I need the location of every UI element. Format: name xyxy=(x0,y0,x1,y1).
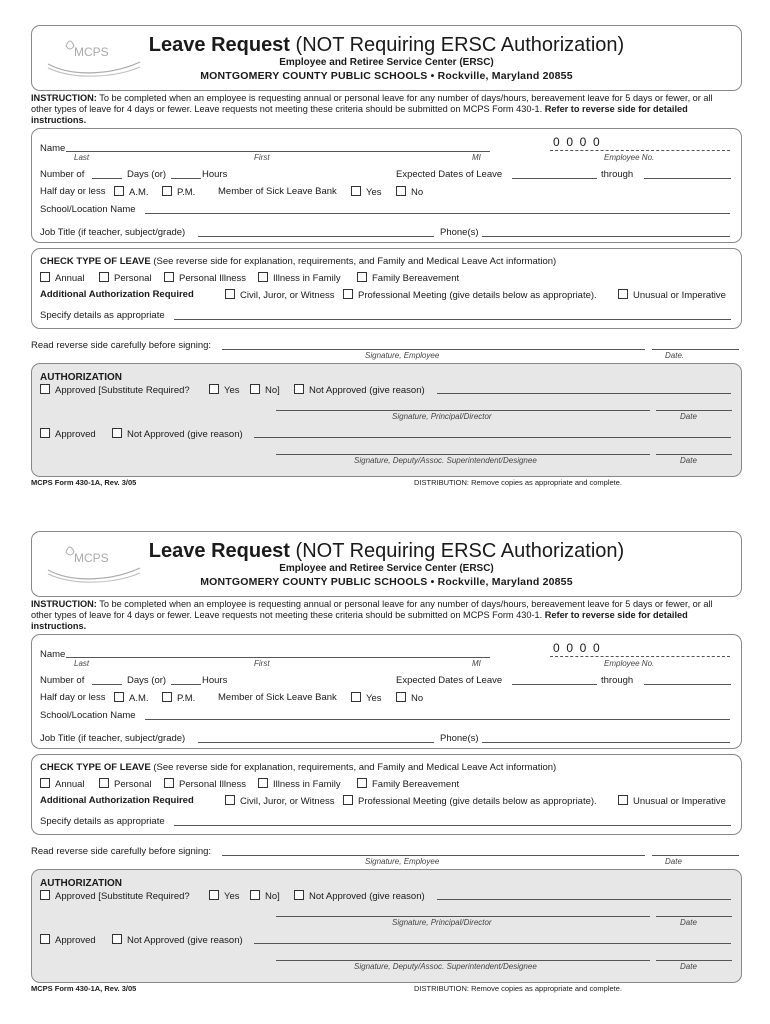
not-approved-checkbox[interactable]: Not Approved (give reason) xyxy=(294,890,425,902)
leave-personal-checkbox[interactable]: Personal xyxy=(99,778,152,790)
substitute-no-checkbox[interactable]: No] xyxy=(250,890,280,902)
employee-no-label: Employee No. xyxy=(604,659,655,668)
leave-bereavement-checkbox[interactable]: Family Bereavement xyxy=(357,272,459,284)
sig-deputy-label: Signature, Deputy/Assoc. Superintendent/Designee xyxy=(354,962,537,971)
approved-substitute-checkbox[interactable]: Approved [Substitute Required? xyxy=(40,384,190,396)
through-label: through xyxy=(601,169,634,180)
sig-principal-label: Signature, Principal/Director xyxy=(392,412,492,421)
deputy-signature-field[interactable] xyxy=(276,960,650,961)
sick-bank-yes-checkbox[interactable]: Yes xyxy=(351,186,382,198)
employee-no-label: Employee No. xyxy=(604,153,655,162)
name-label: Name xyxy=(40,143,66,154)
sig-deputy-label: Signature, Deputy/Assoc. Superintendent/Designee xyxy=(354,456,537,465)
civil-juror-checkbox[interactable]: Civil, Juror, or Witness xyxy=(225,795,335,807)
substitute-no-checkbox[interactable]: No] xyxy=(250,384,280,396)
check-type-heading: CHECK TYPE OF LEAVE (See reverse side for explanation, requirements, and Family and Medical Leave Act information) xyxy=(40,256,557,267)
sig-employee-label: Signature, Employee xyxy=(365,857,440,866)
specify-label: Specify details as appropriate xyxy=(40,310,165,321)
date-label: Date xyxy=(665,857,682,866)
professional-meeting-checkbox[interactable]: Professional Meeting (give details below as appropriate). xyxy=(343,795,597,807)
employee-signature-field[interactable] xyxy=(222,349,645,350)
form-subtitle-ersc: Employee and Retiree Service Center (ERSC) xyxy=(279,57,494,68)
form-subtitle-mcps: MONTGOMERY COUNTY PUBLIC SCHOOLS • Rockville, Maryland 20855 xyxy=(200,576,573,588)
leave-illness-family-checkbox[interactable]: Illness in Family xyxy=(258,272,341,284)
authorization-section xyxy=(31,869,742,983)
name-field[interactable] xyxy=(66,151,490,152)
hours-count-field[interactable] xyxy=(171,178,201,179)
end-date-field[interactable] xyxy=(644,178,731,179)
days-count-field[interactable] xyxy=(92,178,122,179)
days-or-label: Days (or) xyxy=(127,675,167,686)
not-approved-checkbox[interactable]: Not Approved (give reason) xyxy=(294,384,425,396)
specify-label: Specify details as appropriate xyxy=(40,816,165,827)
form-id: MCPS Form 430-1A, Rev. 3/05 xyxy=(31,478,137,487)
start-date-field[interactable] xyxy=(512,684,597,685)
leave-annual-checkbox[interactable]: Annual xyxy=(40,272,85,284)
sick-bank-label: Member of Sick Leave Bank xyxy=(218,692,337,703)
am-checkbox[interactable]: A.M. xyxy=(114,186,149,198)
employee-number-field[interactable] xyxy=(550,150,730,151)
school-label: School/Location Name xyxy=(40,710,136,721)
mi-label: MI xyxy=(472,659,481,668)
deputy-reason-field[interactable] xyxy=(254,437,731,438)
approved-checkbox[interactable]: Approved xyxy=(40,934,96,946)
principal-signature-field[interactable] xyxy=(276,916,650,917)
not-approved-deputy-checkbox[interactable]: Not Approved (give reason) xyxy=(112,934,243,946)
additional-auth-label: Additional Authorization Required xyxy=(40,289,194,300)
authorization-section xyxy=(31,363,742,477)
form-subtitle-ersc: Employee and Retiree Service Center (ERSC) xyxy=(279,563,494,574)
distribution-note: DISTRIBUTION: Remove copies as appropriate and complete. xyxy=(414,984,623,993)
deputy-signature-field[interactable] xyxy=(276,454,650,455)
date-label: Date xyxy=(680,918,697,927)
not-approved-reason-field[interactable] xyxy=(437,899,731,900)
half-day-label: Half day or less xyxy=(40,186,106,197)
specify-field[interactable] xyxy=(174,319,731,320)
leave-request-form-bottom xyxy=(0,506,770,1006)
leave-bereavement-checkbox[interactable]: Family Bereavement xyxy=(357,778,459,790)
sick-bank-label: Member of Sick Leave Bank xyxy=(218,186,337,197)
employee-number-value: 0 0 0 0 xyxy=(553,641,600,655)
instruction-text: INSTRUCTION: To be completed when an employee is requesting annual or personal leave for any number of days/hours, bereavement leave for 5 days or fewer, or all other types of leave for 4 days or fewer. Leave requests not meeting these criteria should be submitted on MCPS Form 430-1. Refer to reverse side for detailed instructions. xyxy=(31,599,713,631)
civil-juror-checkbox[interactable]: Civil, Juror, or Witness xyxy=(225,289,335,301)
employee-signature-field[interactable] xyxy=(222,855,645,856)
check-type-heading: CHECK TYPE OF LEAVE (See reverse side for explanation, requirements, and Family and Medical Leave Act information) xyxy=(40,762,557,773)
phone-field[interactable] xyxy=(482,742,730,743)
hours-count-field[interactable] xyxy=(171,684,201,685)
authorization-heading: AUTHORIZATION xyxy=(40,372,123,383)
expected-dates-label: Expected Dates of Leave xyxy=(396,675,503,686)
not-approved-deputy-checkbox[interactable]: Not Approved (give reason) xyxy=(112,428,243,440)
leave-personal-illness-checkbox[interactable]: Personal Illness xyxy=(164,778,246,790)
mi-label: MI xyxy=(472,153,481,162)
phone-label: Phone(s) xyxy=(440,227,479,238)
job-title-label: Job Title (if teacher, subject/grade) xyxy=(40,227,186,238)
principal-date-field[interactable] xyxy=(656,916,732,917)
employee-info-section xyxy=(31,634,742,749)
leave-illness-family-checkbox[interactable]: Illness in Family xyxy=(258,778,341,790)
approved-substitute-checkbox[interactable]: Approved [Substitute Required? xyxy=(40,890,190,902)
instruction-text: INSTRUCTION: To be completed when an employee is requesting annual or personal leave for any number of days/hours, bereavement leave for 5 days or fewer, or all other types of leave for 4 days or fewer. Leave requests not meeting these criteria should be submitted on MCPS Form 430-1. Refer to reverse side for detailed instructions. xyxy=(31,93,713,125)
am-checkbox[interactable]: A.M. xyxy=(114,692,149,704)
form-title: Leave Request (NOT Requiring ERSC Authorization) xyxy=(148,34,625,56)
professional-meeting-checkbox[interactable]: Professional Meeting (give details below as appropriate). xyxy=(343,289,597,301)
last-label: Last xyxy=(74,153,90,162)
sig-principal-label: Signature, Principal/Director xyxy=(392,918,492,927)
deputy-reason-field[interactable] xyxy=(254,943,731,944)
date-label: Date xyxy=(680,412,697,421)
date-label: Date. xyxy=(665,351,685,360)
form-title: Leave Request (NOT Requiring ERSC Authorization) xyxy=(148,540,625,562)
additional-auth-label: Additional Authorization Required xyxy=(40,795,194,806)
deputy-date-field[interactable] xyxy=(656,454,732,455)
phone-field[interactable] xyxy=(482,236,730,237)
date-label: Date xyxy=(680,456,697,465)
unusual-imperative-checkbox[interactable]: Unusual or Imperative xyxy=(618,795,726,807)
read-reverse-label: Read reverse side carefully before signing: xyxy=(31,340,212,351)
end-date-field[interactable] xyxy=(644,684,731,685)
employee-info-section xyxy=(31,128,742,243)
school-field[interactable] xyxy=(145,213,730,214)
leave-annual-checkbox[interactable]: Annual xyxy=(40,778,85,790)
principal-signature-field[interactable] xyxy=(276,410,650,411)
days-count-field[interactable] xyxy=(92,684,122,685)
school-label: School/Location Name xyxy=(40,204,136,215)
number-of-label: Number of xyxy=(40,675,85,686)
substitute-yes-checkbox[interactable]: Yes xyxy=(209,384,240,396)
employee-number-value: 0 0 0 0 xyxy=(553,135,600,149)
days-or-label: Days (or) xyxy=(127,169,167,180)
specify-field[interactable] xyxy=(174,825,731,826)
distribution-note: DISTRIBUTION: Remove copies as appropriate and complete. xyxy=(414,478,623,487)
employee-number-field[interactable] xyxy=(550,656,730,657)
sick-bank-no-checkbox[interactable]: No xyxy=(396,186,423,198)
form-header xyxy=(31,25,742,91)
job-title-label: Job Title (if teacher, subject/grade) xyxy=(40,733,186,744)
name-field[interactable] xyxy=(66,657,490,658)
school-field[interactable] xyxy=(145,719,730,720)
leave-personal-illness-checkbox[interactable]: Personal Illness xyxy=(164,272,246,284)
leave-request-form-top xyxy=(0,0,770,500)
date-label: Date xyxy=(680,962,697,971)
through-label: through xyxy=(601,675,634,686)
first-label: First xyxy=(254,659,270,668)
sick-bank-yes-checkbox[interactable]: Yes xyxy=(351,692,382,704)
form-header xyxy=(31,531,742,597)
principal-date-field[interactable] xyxy=(656,410,732,411)
form-subtitle-mcps: MONTGOMERY COUNTY PUBLIC SCHOOLS • Rockville, Maryland 20855 xyxy=(200,70,573,82)
pm-checkbox[interactable]: P.M. xyxy=(162,692,195,704)
phone-label: Phone(s) xyxy=(440,733,479,744)
leave-personal-checkbox[interactable]: Personal xyxy=(99,272,152,284)
hours-label: Hours xyxy=(202,169,228,180)
pm-checkbox[interactable]: P.M. xyxy=(162,186,195,198)
deputy-date-field[interactable] xyxy=(656,960,732,961)
leave-type-section xyxy=(31,754,742,835)
form-id: MCPS Form 430-1A, Rev. 3/05 xyxy=(31,984,137,993)
sick-bank-no-checkbox[interactable]: No xyxy=(396,692,423,704)
approved-checkbox[interactable]: Approved xyxy=(40,428,96,440)
start-date-field[interactable] xyxy=(512,178,597,179)
svg-text:MCPS: MCPS xyxy=(74,45,109,59)
svg-text:MCPS: MCPS xyxy=(74,551,109,565)
job-title-field[interactable] xyxy=(198,236,434,237)
substitute-yes-checkbox[interactable]: Yes xyxy=(209,890,240,902)
employee-date-field[interactable] xyxy=(652,855,739,856)
half-day-label: Half day or less xyxy=(40,692,106,703)
job-title-field[interactable] xyxy=(198,742,434,743)
number-of-label: Number of xyxy=(40,169,85,180)
name-label: Name xyxy=(40,649,66,660)
hours-label: Hours xyxy=(202,675,228,686)
unusual-imperative-checkbox[interactable]: Unusual or Imperative xyxy=(618,289,726,301)
expected-dates-label: Expected Dates of Leave xyxy=(396,169,503,180)
employee-date-field[interactable] xyxy=(652,349,739,350)
sig-employee-label: Signature, Employee xyxy=(365,351,440,360)
authorization-heading: AUTHORIZATION xyxy=(40,878,123,889)
last-label: Last xyxy=(74,659,90,668)
leave-type-section xyxy=(31,248,742,329)
read-reverse-label: Read reverse side carefully before signing: xyxy=(31,846,212,857)
not-approved-reason-field[interactable] xyxy=(437,393,731,394)
first-label: First xyxy=(254,153,270,162)
